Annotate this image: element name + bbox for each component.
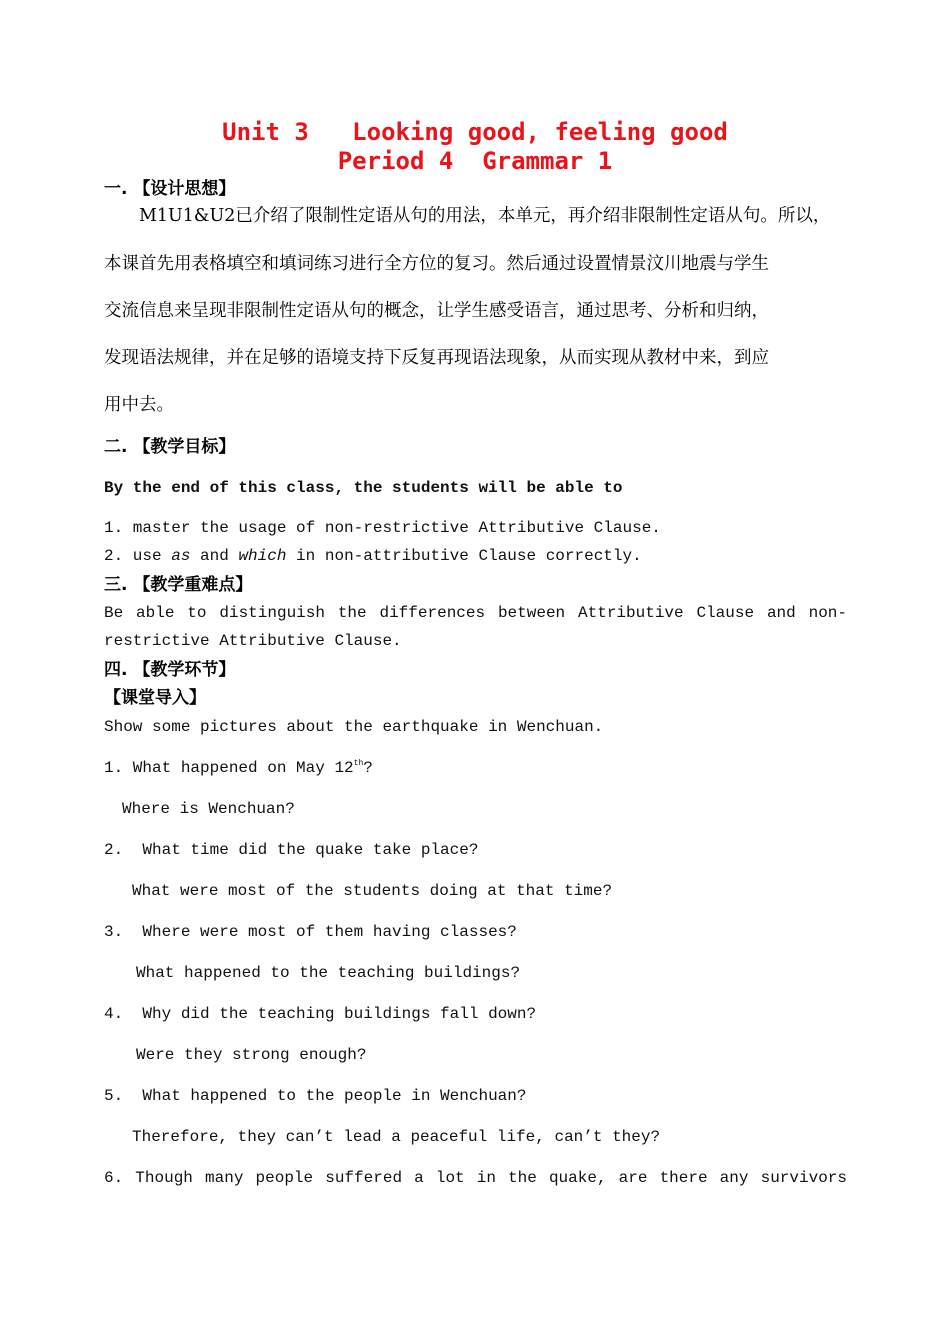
design-paragraph-line-1: M1U1&U2已介绍了限制性定语从句的用法，本单元，再介绍非限制性定语从句。所以， bbox=[139, 206, 831, 226]
question-1-followup: Where is Wenchuan? bbox=[122, 800, 295, 818]
question-1-mark: ? bbox=[363, 759, 373, 777]
lead-in-intro: Show some pictures about the earthquake in Wenchuan. bbox=[104, 718, 604, 736]
objective-item-2-prefix: 2. use bbox=[104, 547, 172, 565]
design-paragraph-line-4: 发现语法规律，并在足够的语境支持下反复再现语法现象，从而实现从教材中来，到应 bbox=[104, 348, 769, 368]
key-points-line-1: Be able to distinguish the differences between Attributive Clause and non- bbox=[104, 604, 847, 622]
objective-item-2-mid: and bbox=[190, 547, 239, 565]
section-heading-design: 一. 【设计思想】 bbox=[104, 179, 236, 199]
question-1-superscript: th bbox=[353, 759, 364, 768]
design-paragraph-line-2: 本课首先用表格填空和填词练习进行全方位的复习。然后通过设置情景汶川地震与学生 bbox=[104, 254, 769, 274]
objective-item-2 bbox=[104, 545, 642, 567]
key-points-line-2: restrictive Attributive Clause. bbox=[104, 632, 402, 650]
question-3: 3. Where were most of them having classes? bbox=[104, 923, 517, 941]
question-1-text: 1. What happened on May 12 bbox=[104, 759, 354, 777]
question-5: 5. What happened to the people in Wenchuan? bbox=[104, 1087, 527, 1105]
question-3-followup: What happened to the teaching buildings? bbox=[136, 964, 521, 982]
objective-item-2-which: which bbox=[238, 547, 287, 565]
objective-item-2-as: as bbox=[171, 547, 191, 565]
question-2: 2. What time did the quake take place? bbox=[104, 841, 479, 859]
section-heading-objectives: 二. 【教学目标】 bbox=[104, 437, 236, 457]
objective-item-1: 1. master the usage of non-restrictive Attributive Clause. bbox=[104, 519, 661, 537]
design-paragraph-line-5: 用中去。 bbox=[104, 395, 174, 415]
question-5-followup: Therefore, they can’t lead a peaceful life, can’t they? bbox=[132, 1128, 661, 1146]
section-heading-key-points: 三. 【教学重难点】 bbox=[104, 575, 253, 595]
question-6: 6. Though many people suffered a lot in the quake, are there any survivors bbox=[104, 1169, 847, 1187]
question-2-followup: What were most of the students doing at that time? bbox=[132, 882, 613, 900]
section-heading-teaching-steps: 四. 【教学环节】 bbox=[104, 660, 236, 680]
objectives-intro: By the end of this class, the students will be able to bbox=[104, 479, 623, 497]
document-title-unit: Unit 3 Looking good, feeling good bbox=[222, 118, 728, 146]
document-title-period: Period 4 Grammar 1 bbox=[337, 147, 613, 175]
question-4-followup: Were they strong enough? bbox=[136, 1046, 367, 1064]
question-4: 4. Why did the teaching buildings fall down? bbox=[104, 1005, 537, 1023]
objective-item-2-suffix: in non-attributive Clause correctly. bbox=[286, 547, 642, 565]
question-1 bbox=[104, 757, 373, 779]
design-paragraph-line-3: 交流信息来呈现非限制性定语从句的概念，让学生感受语言，通过思考、分析和归纳， bbox=[104, 301, 769, 321]
subheading-lead-in: 【课堂导入】 bbox=[104, 688, 206, 708]
